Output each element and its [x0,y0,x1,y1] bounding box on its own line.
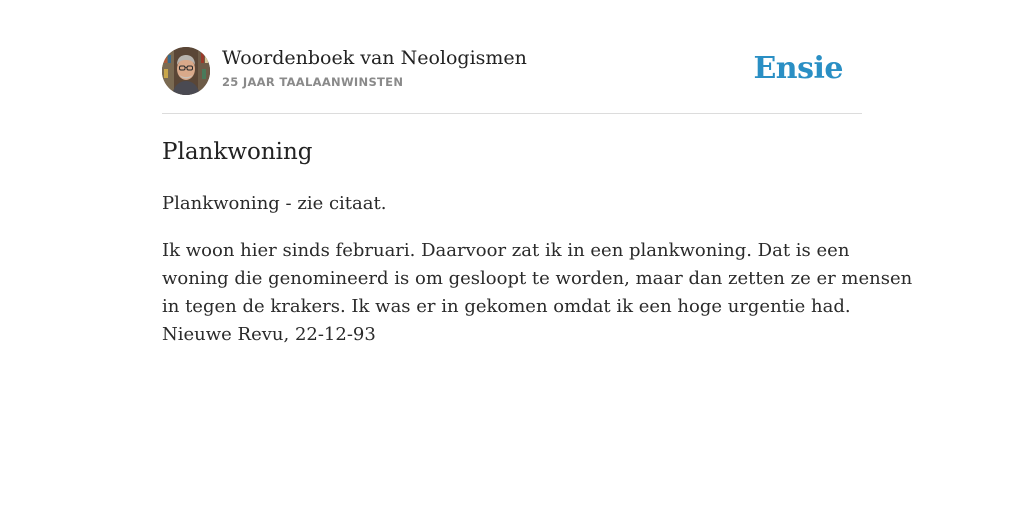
entry-citation [162,237,913,349]
entry-title: Plankwoning [162,139,313,165]
header [162,44,862,114]
entry-definition: Plankwoning - zie citaat. [162,193,387,214]
brand-logo-link[interactable]: Ensie [753,51,843,86]
author-avatar[interactable] [162,47,210,95]
citation-line: in tegen de krakers. Ik was er in gekomen omdat ik een hoge urgentie had. [162,296,851,317]
citation-line: woning die genomineerd is om gesloopt te worden, maar dan zetten ze er mensen [162,268,913,289]
site-subtitle: 25 JAAR TAALAANWINSTEN [222,75,404,89]
author-portrait-icon [162,47,210,95]
citation-source: Nieuwe Revu, 22-12-93 [162,324,376,345]
entry-card [162,44,913,345]
citation-line: Ik woon hier sinds februari. Daarvoor zat ik in een plankwoning. Dat is een [162,240,850,261]
site-title[interactable]: Woordenboek van Neologismen [222,47,527,69]
